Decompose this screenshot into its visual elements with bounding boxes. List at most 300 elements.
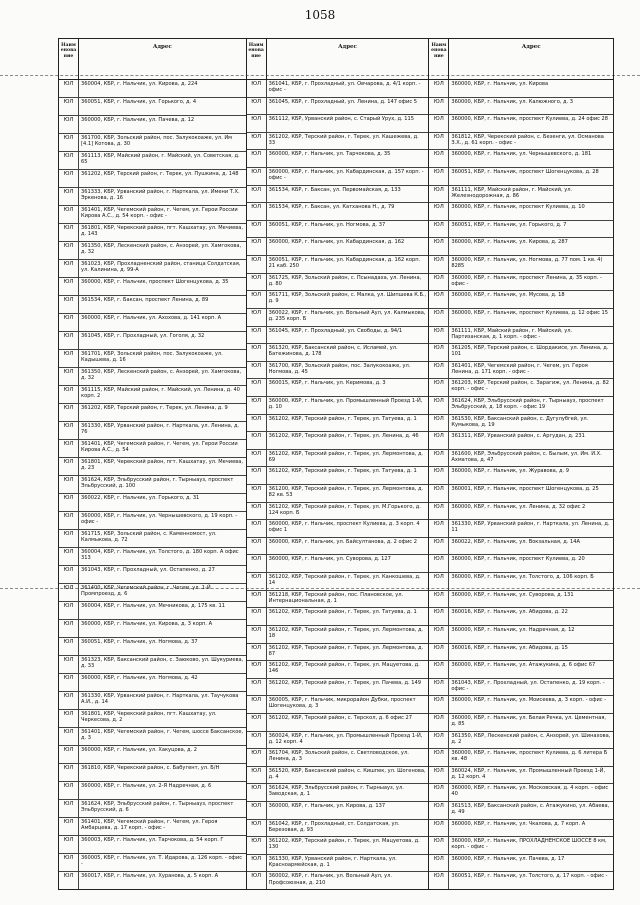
address-cell: 361045, КБР, г. Прохладный, ул. Ленина, д. 147 офис 5 (268, 98, 418, 105)
table-row (247, 802, 429, 820)
legal-form-cell: ЮЛ (429, 767, 449, 784)
table-row (247, 626, 429, 644)
address-cell: 360022, КБР, г. Нальчик, ул. Вольный Аул, ул. Калмыкова, д. 235 корп. Б (268, 309, 426, 323)
address-cell: 361534, КБР, г. Баксан, ул. Катханова Н., д. 79 (268, 204, 395, 211)
table-row (247, 784, 429, 802)
address-cell: 360000, КБР, г. Нальчик, ул. Тарчокова, д. 35 (268, 151, 391, 158)
table-row (59, 710, 246, 728)
legal-form-cell: ЮЛ (59, 494, 79, 511)
table-row (429, 80, 613, 98)
table-row (429, 485, 613, 503)
legal-form-cell: ЮЛ (59, 350, 79, 367)
legal-form-cell: ЮЛ (59, 440, 79, 457)
legal-form-cell: ЮЛ (59, 476, 79, 493)
legal-form-cell: ЮЛ (59, 620, 79, 637)
legal-form-cell: ЮЛ (59, 260, 79, 277)
legal-form-cell: ЮЛ (247, 591, 267, 608)
header-form-label: Наим енова ние (429, 39, 449, 79)
table-row (429, 432, 613, 450)
legal-form-cell: ЮЛ (59, 98, 79, 115)
address-cell: 360000, КБР, г. Нальчик, ул. Ногмова, д. 42 (81, 675, 198, 681)
table-row (59, 854, 246, 872)
header-address-label: Адрес (521, 44, 541, 50)
address-cell: 360000, КБР, г. Нальчик, ул. Ленина, д. 32 офис 2 (451, 503, 586, 510)
legal-form-cell: ЮЛ (59, 836, 79, 853)
legal-form-cell: ЮЛ (429, 872, 449, 889)
table-row (429, 802, 613, 820)
table-row (247, 485, 429, 503)
legal-form-cell: ЮЛ (429, 784, 449, 801)
legal-form-cell: ЮЛ (247, 732, 267, 749)
legal-form-cell: ЮЛ (247, 397, 267, 414)
table-row (429, 415, 613, 433)
legal-form-cell: ЮЛ (59, 152, 79, 169)
legal-form-cell: ЮЛ (247, 573, 267, 590)
table-row (247, 679, 429, 697)
legal-form-cell: ЮЛ (429, 115, 449, 132)
legal-form-cell: ЮЛ (59, 314, 79, 331)
table-row (59, 98, 246, 116)
address-cell: 361401, КБР, Чегемский район, г. Чегем, ул. Герои России Кирова А.С., д. 54 (81, 441, 238, 454)
legal-form-cell: ЮЛ (247, 80, 267, 97)
column-header (247, 39, 429, 80)
legal-form-cell: ЮЛ (247, 661, 267, 678)
table-row (59, 296, 246, 314)
legal-form-cell: ЮЛ (247, 538, 267, 555)
legal-form-cell: ЮЛ (59, 656, 79, 673)
legal-form-cell: ЮЛ (247, 238, 267, 255)
legal-form-cell: ЮЛ (59, 548, 79, 565)
table-row (429, 186, 613, 204)
address-cell: 361202, КБР, Терский район, г. Терек, ул. Канкошева, д. 14 (268, 574, 421, 587)
address-cell: 360000, КБР, г. Нальчик, ул. Промышленный Проезд 1-Й, д. 10 (268, 397, 423, 411)
legal-form-cell: ЮЛ (429, 837, 449, 854)
table-row (429, 608, 613, 626)
column-header (429, 39, 613, 80)
address-cell: 361810, КБР, Черекский район, с. Бабугент, ул. Б/Н (81, 765, 220, 771)
address-cell: 360004, КБР, г. Нальчик, ул. Толстого, д. 180 корп. А офис 313 (81, 549, 239, 562)
table-row (429, 168, 613, 186)
table-row (247, 274, 429, 292)
table-row (429, 644, 613, 662)
address-cell: 360016, КБР, г. Нальчик, ул. Абидова, д. 22 (451, 609, 568, 616)
legal-form-cell: ЮЛ (429, 696, 449, 713)
table-row (247, 573, 429, 591)
address-cell: 360015, КБР, г. Нальчик, ул. Керимова, д. 3 (268, 380, 386, 387)
address-cell: 360000, КБР, г. Нальчик, ул. Кирова, д. 287 (451, 239, 568, 246)
table-row (59, 458, 246, 476)
address-cell: 361330, КБР, Урванский район, г. Нарткала, ул. Красноармейская, д. 1 (268, 855, 397, 868)
address-cell: 361534, КБР, г. Баксан, ул. Первомайская, д. 133 (268, 186, 401, 193)
address-cell: 360000, КБР, г. Нальчик, ул. Толстого, д. 106 корп. Б (451, 574, 594, 581)
table-row (247, 644, 429, 662)
address-cell: 361801, КБР, Черекский район, пгт. Кашхатау, ул. Черкесова, д. 2 (81, 711, 217, 724)
address-cell: 361520, КБР, Баксанский район, с. Кишпек, ул. Шогенова, д. 4 (268, 767, 426, 780)
ledger-rows (247, 80, 429, 889)
legal-form-cell: ЮЛ (59, 332, 79, 349)
legal-form-cell: ЮЛ (247, 714, 267, 731)
address-cell: 360000, КБР, г. Нальчик, ул. Кирова, д. 137 (268, 802, 386, 809)
table-row (59, 872, 246, 889)
table-row (247, 344, 429, 362)
legal-form-cell: ЮЛ (247, 327, 267, 344)
legal-form-cell: ЮЛ (247, 203, 267, 220)
address-cell: 360004, КБР, г. Нальчик, ул. Кирова, д. 224 (81, 81, 198, 87)
legal-form-cell: ЮЛ (59, 872, 79, 889)
address-cell: 360000, КБР, г. Нальчик, проспект Кулиева, д. 20 (451, 556, 585, 563)
table-row (59, 566, 246, 584)
table-row (59, 656, 246, 674)
legal-form-cell: ЮЛ (429, 309, 449, 326)
legal-form-cell: ЮЛ (59, 422, 79, 439)
legal-form-cell: ЮЛ (429, 714, 449, 731)
header-address-label: Адрес (338, 44, 357, 50)
legal-form-cell: ЮЛ (247, 644, 267, 661)
table-row (429, 256, 613, 274)
address-cell: 360003, КБР, г. Нальчик, ул. Тарчокова, д. 54 корп. Г (81, 837, 224, 843)
address-ledger-table (58, 38, 614, 890)
table-row (247, 732, 429, 750)
address-cell: 360002, КБР, г. Нальчик, ул. Вольный Аул, ул. Профсоюзная, д. 210 (268, 873, 393, 886)
address-cell: 361624, КБР, Эльбрусский район, г. Тырныауз, проспект Эльбрусский, д. 6 (81, 801, 234, 814)
legal-form-cell: ЮЛ (429, 415, 449, 432)
table-row (247, 467, 429, 485)
table-row (59, 80, 246, 98)
table-row (247, 837, 429, 855)
address-cell: 360000, КБР, г. Нальчик, ул. Чернышевского, д. 19 корп. - офис - (81, 513, 238, 526)
table-row (429, 203, 613, 221)
address-cell: 360005, КБР, г. Нальчик, микрорайон Дубки, проспект Шогенцукова, д. 3 (268, 697, 416, 710)
legal-form-cell: ЮЛ (429, 362, 449, 379)
legal-form-cell: ЮЛ (247, 133, 267, 150)
table-row (429, 291, 613, 309)
address-cell: 361041, КБР, г. Прохладный, ул. Овчарова, д. 4/1 корп. - офис - (268, 81, 421, 94)
legal-form-cell: ЮЛ (59, 206, 79, 223)
legal-form-cell: ЮЛ (247, 256, 267, 273)
legal-form-cell: ЮЛ (429, 555, 449, 572)
address-cell: 361711, КБР, Зольский район, с. Малка, ул. Шипшева К.Б., д. 9 (268, 292, 427, 305)
table-row (429, 115, 613, 133)
table-row (429, 520, 613, 538)
address-cell: 360000, КБР, г. Нальчик, ПРОХЛАДНЕНСКОЕ ШОССЕ 8 км, корп. - офис - (451, 838, 607, 851)
address-cell: 360051, КБР, г. Нальчик, проспект Шогенцукова, д. 28 (451, 169, 599, 176)
table-row (59, 782, 246, 800)
table-row (59, 422, 246, 440)
legal-form-cell: ЮЛ (429, 467, 449, 484)
address-cell: 361400, КБР, Чегемский район, г. Чегем, ул. 1-Й Промпроезд, д. 6 (81, 585, 211, 598)
legal-form-cell: ЮЛ (429, 432, 449, 449)
table-row (429, 450, 613, 468)
table-row (247, 309, 429, 327)
legal-form-cell: ЮЛ (429, 732, 449, 749)
address-cell: 360000, КБР, г. Нальчик, проспект Кулиева, д. 3 корп. 4 офис 1 (268, 521, 420, 534)
address-cell: 361111, КБР, Майский район, г. Майский, ул. Железнодорожная, д. 86 (451, 186, 573, 199)
legal-form-cell: ЮЛ (429, 450, 449, 467)
table-row (247, 362, 429, 380)
legal-form-cell: ЮЛ (59, 368, 79, 385)
address-cell: 360000, КБР, г. Нальчик, ул. Надречная, д. 12 (451, 626, 575, 633)
address-cell: 361812, КБР, Черекский район, с. Безенги, ул. Османова З.Х., д. 61 корп. - офис - (451, 133, 604, 146)
address-cell: 360000, КБР, г. Нальчик, ул. Хакуцова, д. 2 (81, 747, 198, 753)
address-cell: 361043, КБР, г. Прохладный, ул. Остапенко, д. 19 корп. - офис - (451, 679, 605, 692)
table-row (429, 309, 613, 327)
legal-form-cell: ЮЛ (247, 749, 267, 766)
address-cell: 360000, КБР, г. Нальчик, ул. Пачева, д. 17 (451, 855, 565, 862)
address-cell: 360000, КБР, г. Нальчик, ул. Калюжного, д. 3 (451, 98, 574, 105)
table-row (59, 728, 246, 746)
table-row (59, 116, 246, 134)
legal-form-cell: ЮЛ (247, 150, 267, 167)
header-form-label: Наим енова ние (247, 39, 267, 79)
header-form-label: Наим енова ние (59, 39, 79, 79)
table-row (247, 538, 429, 556)
address-cell: 360022, КБР, г. Нальчик, ул. Горького, д. 31 (81, 495, 200, 501)
legal-form-cell: ЮЛ (429, 749, 449, 766)
address-cell: 361401, КБР, Чегемский район, г. Чегем, ул. Героя Амбарцева, д. 17 корп. - офис - (81, 819, 218, 832)
table-row (59, 242, 246, 260)
address-cell: 361202, КБР, Терский район, с. Терскол, д. 6 офис 27 (268, 714, 412, 721)
legal-form-cell: ЮЛ (429, 520, 449, 537)
ledger-column-2 (247, 39, 430, 889)
address-cell: 361350, КБР, Лескенский район, с. Анзорей, ул. Шинахова, д. 2 (451, 732, 611, 745)
table-row (429, 784, 613, 802)
table-row (247, 503, 429, 521)
address-cell: 361045, КБР, г. Прохладный, ул. Свободы, д. 94/1 (268, 327, 403, 334)
legal-form-cell: ЮЛ (247, 309, 267, 326)
legal-form-cell: ЮЛ (59, 278, 79, 295)
address-cell: 361513, КБР, Баксанский район, с. Атажукино, ул. Абаева, д. 49 (451, 802, 610, 816)
table-row (429, 855, 613, 873)
address-cell: 360000, КБР, г. Нальчик, проспект Кулиева, д. 6 литера Б кв. 48 (451, 750, 608, 763)
legal-form-cell: ЮЛ (59, 242, 79, 259)
column-header (59, 39, 246, 80)
address-cell: 360000, КБР, г. Нальчик, ул. Кирова (451, 81, 549, 87)
address-cell: 360000, КБР, г. Нальчик, ул. 2-Я Надречная, д. 6 (81, 783, 212, 789)
address-cell: 361200, КБР, Терский район, г. Терек, ул. Лермонтова, д. 82 кв. 53 (268, 486, 424, 499)
address-cell: 361700, КБР, Зольский район, пос. Залукокоаже, ул. Им [4.1] Котова, д. 30 (81, 135, 232, 148)
table-row (59, 350, 246, 368)
address-cell: 361218, КБР, Терский район, пос. Плановское, ул. Интернациональная, д. 1 (268, 591, 404, 604)
address-cell: 360051, КБР, г. Нальчик, ул. Кабардинская, д. 162 корп. 21 каб. 250 (268, 257, 421, 270)
legal-form-cell: ЮЛ (247, 802, 267, 819)
legal-form-cell: ЮЛ (59, 224, 79, 241)
table-row (59, 170, 246, 188)
address-cell: 360000, КБР, г. Нальчик, ул. Московская, д. 4 корп. - офис 40 (451, 785, 609, 798)
table-row (247, 415, 429, 433)
address-cell: 360000, КБР, г. Нальчик, ул. Атажукина, д. 6 офис 67 (451, 662, 596, 669)
address-cell: 361624, КБР, Эльбрусский район, г. Тырныауз, ул. Заводская, д. 1 (268, 785, 404, 798)
legal-form-cell: ЮЛ (59, 854, 79, 871)
legal-form-cell: ЮЛ (59, 602, 79, 619)
legal-form-cell: ЮЛ (247, 520, 267, 537)
address-cell: 361330, КБР, Урванский район, г. Нарткала, ул. Ленина, д. 76 (81, 423, 240, 436)
address-cell: 361624, КБР, Эльбрусский район, г. Тырныауз, проспект Эльбрусский, д. 100 (81, 477, 234, 490)
address-cell: 361202, КБР, Терский район, г. Терек, ул. Лермонтова, д. 69 (268, 450, 424, 463)
address-cell: 360005, КБР, г. Нальчик, ул. Т. Идарова, д. 126 корп. - офис - (81, 855, 243, 868)
table-row (247, 661, 429, 679)
table-row (247, 767, 429, 785)
address-cell: 360051, КБР, г. Нальчик, ул. Горького, д. 4 (81, 99, 197, 105)
legal-form-cell: ЮЛ (247, 379, 267, 396)
address-cell: 360000, КБР, г. Нальчик, ул. Чкалова, д. 7 корп. А (451, 820, 586, 827)
legal-form-cell: ЮЛ (429, 679, 449, 696)
ledger-column-3 (429, 39, 613, 889)
legal-form-cell: ЮЛ (247, 679, 267, 696)
address-cell: 360000, КБР, г. Нальчик, ул. Кирова, д. 3 корп. А (81, 621, 213, 627)
table-row (247, 696, 429, 714)
legal-form-cell: ЮЛ (59, 710, 79, 727)
legal-form-cell: ЮЛ (247, 362, 267, 379)
legal-form-cell: ЮЛ (59, 386, 79, 403)
address-cell: 361115, КБР, Майский район, г. Майский, ул. Ленина, д. 40 корп. 2 (81, 387, 240, 400)
table-row (59, 746, 246, 764)
table-row (59, 332, 246, 350)
address-cell: 361202, КБР, Терский район, г. Терек, ул. М.Горького, д. 124 корп. Б (268, 503, 421, 516)
legal-form-cell: ЮЛ (247, 767, 267, 784)
table-row (429, 379, 613, 397)
table-row (59, 440, 246, 458)
address-cell: 360000, КБР, г. Нальчик, ул. Журавова, д. 9 (451, 468, 570, 475)
table-row (429, 98, 613, 116)
table-row (429, 679, 613, 697)
table-row (59, 152, 246, 170)
address-cell: 361350, КБР, Лескенский район, с. Анзорей, ул. Хамгокова, д. 32 (81, 243, 242, 256)
table-row (247, 555, 429, 573)
table-row (247, 98, 429, 116)
legal-form-cell: ЮЛ (247, 450, 267, 467)
legal-form-cell: ЮЛ (247, 503, 267, 520)
address-cell: 360000, КБР, г. Нальчик, ул. Чернышевского, д. 181 (451, 151, 592, 158)
address-cell: 360004, КБР, г. Нальчик, ул. Мечникова, д. 175 кв. 11 (81, 603, 226, 609)
address-cell: 361203, КБР, Терский район, с. Зарагиж, ул. Ленина, д. 82 корп. - офис - (451, 380, 610, 393)
table-row (247, 379, 429, 397)
table-row (247, 80, 429, 98)
address-cell: 361202, КБР, Терский район, г. Терек, ул. Ленина, д. 9 (81, 405, 228, 411)
legal-form-cell: ЮЛ (247, 168, 267, 185)
table-row (429, 555, 613, 573)
address-cell: 361311, КБР, Урванский район, с. Аргудан, д. 231 (451, 433, 585, 440)
legal-form-cell: ЮЛ (59, 458, 79, 475)
address-cell: 361801, КБР, Черекский район, пгт. Кашхатау, ул. Мечиева, д. 23 (81, 459, 243, 472)
table-row (429, 150, 613, 168)
legal-form-cell: ЮЛ (429, 168, 449, 185)
table-row (247, 291, 429, 309)
address-cell: 360001, КБР, г. Нальчик, проспект Шогенцукова, д. 25 (451, 486, 599, 493)
address-cell: 360000, КБР, г. Нальчик, проспект Шогенцукова, д. 35 (81, 279, 229, 285)
legal-form-cell: ЮЛ (429, 485, 449, 502)
legal-form-cell: ЮЛ (429, 538, 449, 555)
address-cell: 360000, КБР, г. Нальчик, ул. Кабардинская, д. 157 корп. - офис - (268, 169, 424, 182)
table-row (429, 573, 613, 591)
legal-form-cell: ЮЛ (59, 818, 79, 835)
table-row (59, 620, 246, 638)
legal-form-cell: ЮЛ (59, 188, 79, 205)
address-cell: 361323, КБР, Баксанский район, с. Заюково, ул. Шукуриева, д. 33 (81, 657, 244, 670)
address-cell: 361725, КБР, Зольский район, с. Псынадаха, ул. Ленина, д. 80 (268, 274, 422, 287)
legal-form-cell: ЮЛ (429, 802, 449, 819)
address-cell: 361600, КБР, Эльбрусский район, с. Былым, ул. Им. И.Х. Ахматова, д. 47 (451, 450, 602, 463)
table-row (59, 476, 246, 494)
legal-form-cell: ЮЛ (247, 485, 267, 502)
address-cell: 361111, КБР, Майский район, г. Майский, ул. Партизанская, д. 1 корп. - офис - (451, 327, 573, 340)
legal-form-cell: ЮЛ (59, 80, 79, 97)
legal-form-cell: ЮЛ (429, 327, 449, 344)
address-cell: 360022, КБР, г. Нальчик, ул. Вокзальная, д. 14А (451, 538, 580, 545)
address-cell: 360051, КБР, г. Нальчик, ул. Ногмова, д. 37 (268, 221, 386, 228)
address-cell: 361333, КБР, Урванский район, г. Нарткала, ул. Имени Т.Х. Эркенова, д. 16 (81, 189, 240, 202)
address-cell: 361202, КБР, Терский район, г. Терек, ул. Татуева, д. 1 (268, 468, 417, 475)
address-cell: 360051, КБР, г. Нальчик, ул. Толстого, д. 17 корп. - офис - (451, 873, 608, 880)
table-row (247, 256, 429, 274)
legal-form-cell: ЮЛ (247, 855, 267, 872)
legal-form-cell: ЮЛ (247, 415, 267, 432)
ledger-column-1 (59, 39, 247, 889)
address-cell: 361700, КБР, Зольский район, пос. Залукокоаже, ул. Ногмова, д. 45 (268, 362, 411, 375)
legal-form-cell: ЮЛ (59, 764, 79, 781)
address-cell: 360000, КБР, г. Нальчик, ул. Ахохова, д. 141 корп. А (81, 315, 222, 321)
table-row (59, 818, 246, 836)
address-cell: 360051, КБР, г. Нальчик, ул. Ногмова, д. 37 (81, 639, 198, 645)
table-row (59, 674, 246, 692)
legal-form-cell: ЮЛ (59, 404, 79, 421)
legal-form-cell: ЮЛ (429, 291, 449, 308)
legal-form-cell: ЮЛ (247, 626, 267, 643)
legal-form-cell: ЮЛ (59, 674, 79, 691)
address-cell: 361023, КБР, Прохладненский район, станица Солдатская, ул. Калинина, д. 99-А (81, 261, 241, 274)
legal-form-cell: ЮЛ (59, 638, 79, 655)
table-row (59, 386, 246, 404)
table-row (59, 224, 246, 242)
table-row (429, 467, 613, 485)
address-cell: 361715, КБР, Зольский район, с. Каменномост, ул. Калмыкова, д. 72 (81, 531, 217, 544)
legal-form-cell: ЮЛ (247, 186, 267, 203)
legal-form-cell: ЮЛ (59, 728, 79, 745)
table-row (59, 188, 246, 206)
table-row (59, 638, 246, 656)
address-cell: 361330, КБР, Урванский район, г. Нарткала, ул. Ленина, д. 11 (451, 521, 610, 534)
legal-form-cell: ЮЛ (59, 170, 79, 187)
address-cell: 361530, КБР, Баксанский район, с. Дугулубгей, ул. Кумыкова, д. 19 (451, 415, 589, 428)
table-row (59, 764, 246, 782)
address-cell: 361045, КБР, г. Прохладный, ул. Гоголя, д. 32 (81, 333, 205, 339)
address-cell: 361042, КБР, г. Прохладный, ст. Солдатская, ул. Березовая, д. 93 (268, 820, 400, 833)
legal-form-cell: ЮЛ (429, 203, 449, 220)
legal-form-cell: ЮЛ (429, 274, 449, 291)
table-row (59, 134, 246, 152)
table-row (247, 203, 429, 221)
legal-form-cell: ЮЛ (247, 221, 267, 238)
legal-form-cell: ЮЛ (429, 238, 449, 255)
table-row (429, 661, 613, 679)
address-cell: 361205, КБР, Терский район, с. Шордакисе, ул. Ленина, д. 101 (451, 345, 609, 358)
legal-form-cell: ЮЛ (429, 397, 449, 414)
table-row (59, 512, 246, 530)
table-row (429, 749, 613, 767)
legal-form-cell: ЮЛ (429, 644, 449, 661)
page-number: 1058 (304, 8, 336, 22)
table-row (429, 767, 613, 785)
legal-form-cell: ЮЛ (247, 344, 267, 361)
legal-form-cell: ЮЛ (247, 115, 267, 132)
address-cell: 361202, КБР, Терский район, г. Терек, ул. Пушкина, д. 148 (81, 171, 239, 177)
legal-form-cell: ЮЛ (429, 133, 449, 150)
table-row (429, 238, 613, 256)
legal-form-cell: ЮЛ (59, 800, 79, 817)
legal-form-cell: ЮЛ (429, 379, 449, 396)
address-cell: 360016, КБР, г. Нальчик, ул. Абидова, д. 15 (451, 644, 568, 651)
table-row (429, 591, 613, 609)
address-cell: 361113, КБР, Майский район, г. Майский, ул. Советская, д. 65 (81, 153, 240, 166)
